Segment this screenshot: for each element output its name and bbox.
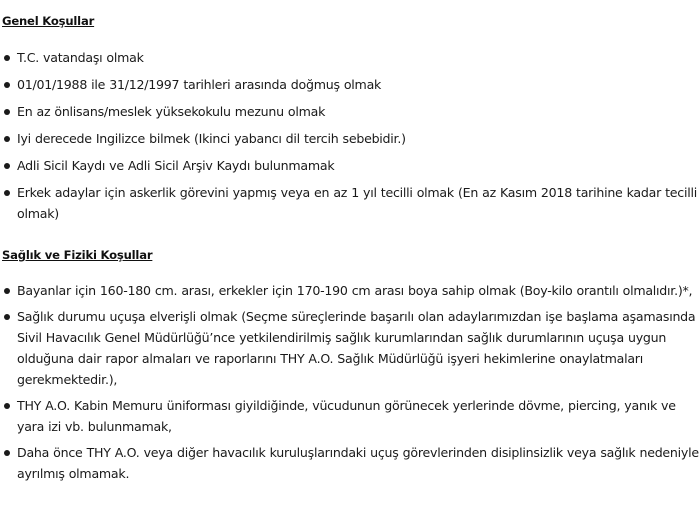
general-conditions-list [0,47,700,230]
list-item [0,74,700,95]
list-item [0,101,700,122]
list-item-text: THY A.O. Kabin Memuru üniforması giyildiğinde, vücudunun görünecek yerlerinde dövme, piercing, yanık ve yara izi vb. bulunmamak, [17,398,676,434]
list-item-text: En az önlisans/meslek yüksekokulu mezunu olmak [17,104,326,119]
bullet-icon [4,314,10,320]
list-item-text: T.C. vatandaşı olmak [17,50,144,65]
list-item [0,47,700,68]
bullet-icon [4,450,10,456]
bullet-icon [4,55,10,61]
list-item [0,280,700,301]
bullet-icon [4,163,10,169]
bullet-icon [4,109,10,115]
list-item-text: Daha önce THY A.O. veya diğer havacılık kuruluşlarındaki uçuş görevlerinden disiplinsizlik veya sağlık nedeniyle ayrılmış olmamak. [17,445,699,481]
list-item-text: Iyi derecede Ingilizce bilmek (Ikinci yabancı dil tercih sebebidir.) [17,131,406,146]
list-item [0,306,700,390]
list-item-text: 01/01/1988 ile 31/12/1997 tarihleri arasında doğmuş olmak [17,77,382,92]
list-item [0,182,700,224]
list-item [0,128,700,149]
list-item-text: Erkek adaylar için askerlik görevini yapmış veya en az 1 yıl tecilli olmak (En az Kasım 2018 tarihine kadar tecilli olmak) [17,185,697,221]
section-heading-general-conditions: Genel Koşullar [2,14,95,28]
section-heading-health-physical-conditions: Sağlık ve Fiziki Koşullar [2,248,153,262]
list-item [0,395,700,437]
list-item-text: Sağlık durumu uçuşa elverişli olmak (Seçme süreçlerinde başarılı olan adaylarımızdan işe başlama aşamasında Sivil Havacılık Genel Müdürlüğü’nce yetkilendirilmiş sağlık kurumlarından sağlık durumlarının uçuşa uygun olduğuna dair rapor almaları ve raporlarını THY A.O. Sağlık Müdürlüğü işyeri hekimlerine onaylatmaları gerekmektedir.), [17,309,696,387]
list-item [0,155,700,176]
list-item-text: Bayanlar için 160-180 cm. arası, erkekler için 170-190 cm arası boya sahip olmak (Boy-kilo orantılı olmalıdır.)*, [17,283,693,298]
bullet-icon [4,190,10,196]
bullet-icon [4,403,10,409]
list-item [0,442,700,484]
list-item-text: Adli Sicil Kaydı ve Adli Sicil Arşiv Kaydı bulunmamak [17,158,335,173]
bullet-icon [4,82,10,88]
health-physical-conditions-list [0,280,700,489]
bullet-icon [4,136,10,142]
bullet-icon [4,288,10,294]
